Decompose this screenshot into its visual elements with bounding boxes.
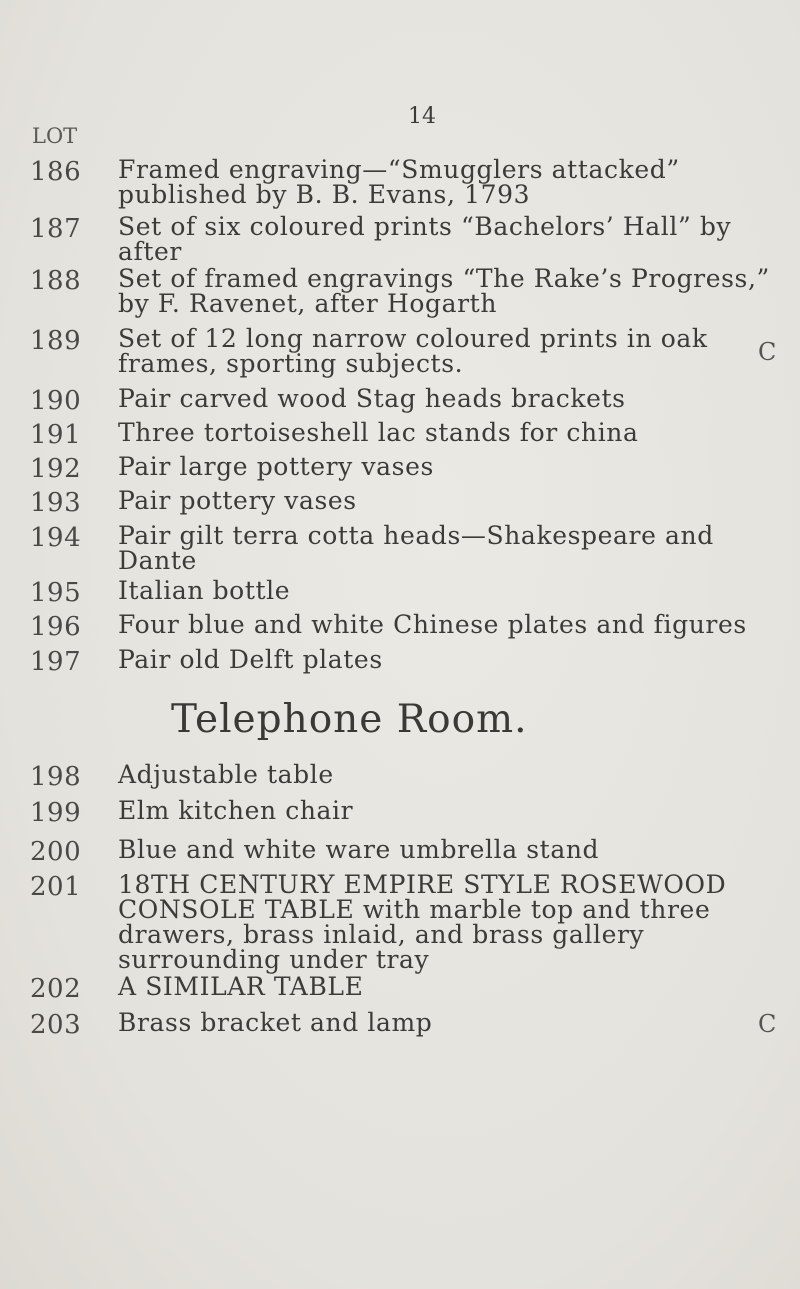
margin-mark: C xyxy=(758,338,777,366)
lot-description: Set of 12 long narrow coloured prints in oak frames, sporting subjects. xyxy=(118,324,708,378)
lot-number: 193 xyxy=(30,488,82,518)
lot-number: 191 xyxy=(30,420,82,450)
lot-number: 188 xyxy=(30,266,82,296)
margin-mark: C xyxy=(758,1010,777,1038)
lot-description: Pair pottery vases xyxy=(118,486,357,515)
lot-number: 197 xyxy=(30,647,82,677)
lot-description: Pair gilt terra cotta heads—Shakespeare and Dante xyxy=(118,521,714,575)
section-heading: Telephone Room. xyxy=(171,697,528,742)
lot-number: 190 xyxy=(30,386,82,416)
lot-description: Pair large pottery vases xyxy=(118,452,434,481)
lot-description: A SIMILAR TABLE xyxy=(118,972,364,1001)
lot-number: 187 xyxy=(30,214,82,244)
lot-description: Blue and white ware umbrella stand xyxy=(118,835,600,864)
lot-description: Pair carved wood Stag heads brackets xyxy=(118,384,626,413)
lot-number: 189 xyxy=(30,326,82,356)
lot-description: Framed engraving—“Smugglers attacked” published by B. B. Evans, 1793 xyxy=(118,155,680,209)
lot-column-header: LOT xyxy=(32,124,78,148)
lot-number: 203 xyxy=(30,1010,82,1040)
lot-number: 196 xyxy=(30,612,82,642)
lot-number: 186 xyxy=(30,157,82,187)
lot-number: 198 xyxy=(30,762,82,792)
lot-description: Adjustable table xyxy=(118,760,334,789)
lot-description: Three tortoiseshell lac stands for china xyxy=(118,418,639,447)
lot-description: Four blue and white Chinese plates and figures xyxy=(118,610,747,639)
lot-description: 18TH CENTURY EMPIRE STYLE ROSEWOOD CONSOLE TABLE with marble top and three drawers, brass inlaid, and brass gallery surrounding under tray xyxy=(118,870,727,974)
lot-number: 202 xyxy=(30,974,82,1004)
lot-description: Set of six coloured prints “Bachelors’ Hall” by after xyxy=(118,212,732,266)
lot-description: Pair old Delft plates xyxy=(118,645,383,674)
lot-number: 200 xyxy=(30,837,82,867)
lot-number: 199 xyxy=(30,798,82,828)
lot-number: 192 xyxy=(30,454,82,484)
lot-number: 195 xyxy=(30,578,82,608)
lot-description: Set of framed engravings “The Rake’s Progress,” by F. Ravenet, after Hogarth xyxy=(118,264,770,318)
lot-description: Brass bracket and lamp xyxy=(118,1008,433,1037)
page-number: 14 xyxy=(408,104,436,129)
lot-number: 194 xyxy=(30,523,82,553)
lot-description: Elm kitchen chair xyxy=(118,796,354,825)
lot-number: 201 xyxy=(30,872,82,902)
lot-description: Italian bottle xyxy=(118,576,291,605)
